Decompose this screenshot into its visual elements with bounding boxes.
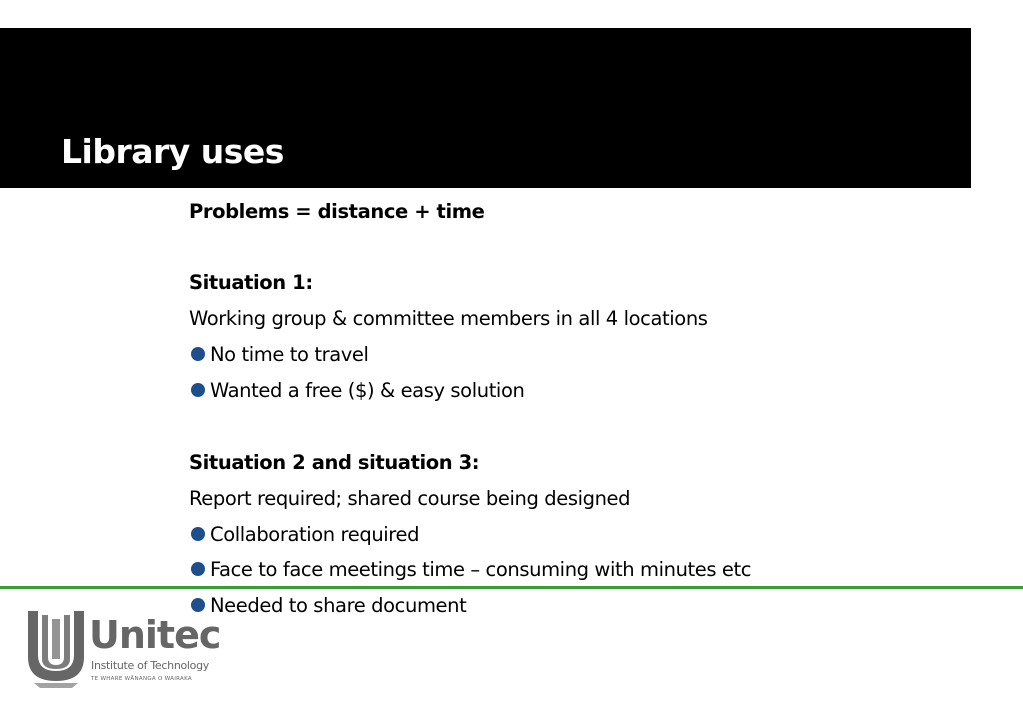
slide-title: Library uses [61,132,284,171]
unitec-shield-logo-icon [26,607,86,689]
list-item [189,342,369,368]
unitec-logo [26,605,221,691]
footer-rule [0,586,1023,589]
list-item [189,557,751,583]
bullet-dot-icon [191,562,205,576]
logo-wordmark: Unitec [89,613,221,657]
situation-1-description: Working group & committee members in all 4 locations [189,307,708,330]
list-item-text: Collaboration required [210,523,420,546]
list-item [189,522,419,548]
logo-subtitle: Institute of Technology [91,659,209,672]
list-item-text: Face to face meetings time – consuming with minutes etc [210,558,752,581]
list-item [189,378,524,404]
bullet-dot-icon [191,347,205,361]
situation-2-3-heading: Situation 2 and situation 3: [189,451,480,474]
list-item [189,593,466,619]
list-item-text: Needed to share document [210,594,467,617]
list-item-text: Wanted a free ($) & easy solution [210,379,525,402]
bullet-dot-icon [191,527,205,541]
situation-2-3-description: Report required; shared course being designed [189,487,631,510]
problems-heading: Problems = distance + time [189,200,485,223]
list-item-text: No time to travel [210,343,369,366]
bullet-dot-icon [191,383,205,397]
situation-1-heading: Situation 1: [189,271,313,294]
logo-tagline: TE WHARE WĀNANGA O WAIRAKA [91,676,192,682]
